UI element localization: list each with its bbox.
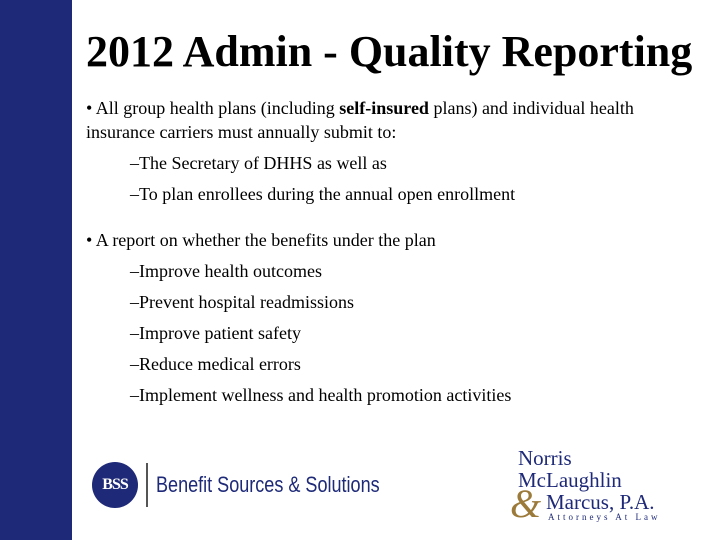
bullet-2-subitem: –Implement wellness and health promotion activities [130, 385, 512, 405]
bullet-2-subitem: –Prevent hospital readmissions [130, 292, 354, 312]
law-firm-logo [510, 446, 705, 526]
bullet-2-subitem: –Reduce medical errors [130, 354, 301, 374]
logo-divider [146, 463, 148, 507]
bullet-1-emphasis: self-insured [339, 98, 429, 118]
bullet-1-suffix: plans) and individual health insurance carriers must annually submit to: [86, 98, 634, 142]
bss-company-name: Benefit Sources & Solutions [156, 472, 380, 497]
slide-body [86, 96, 706, 407]
bullet-1 [86, 96, 706, 144]
sidebar-stripe [0, 0, 72, 540]
firm-tagline: Attorneys At Law [548, 512, 661, 522]
bullet-1-subitem: –The Secretary of DHHS as well as [130, 153, 387, 173]
bullet-2: • A report on whether the benefits under the plan [86, 230, 436, 250]
bullet-2-subitem: –Improve patient safety [130, 323, 301, 343]
firm-name-line-2: McLaughlin [518, 468, 622, 492]
firm-name-line-1: Norris [518, 446, 572, 470]
bullet-2-subitem: –Improve health outcomes [130, 261, 322, 281]
slide-title: 2012 Admin - Quality Reporting [86, 27, 693, 76]
bss-seal-icon: BSS [92, 462, 138, 508]
bss-logo [92, 462, 429, 508]
bullet-1-prefix: • All group health plans (including [86, 98, 340, 118]
bullet-1-subitem: –To plan enrollees during the annual open enrollment [130, 184, 516, 204]
ampersand-icon: & [510, 481, 542, 526]
firm-name-line-3: Marcus, P.A. [546, 490, 655, 514]
